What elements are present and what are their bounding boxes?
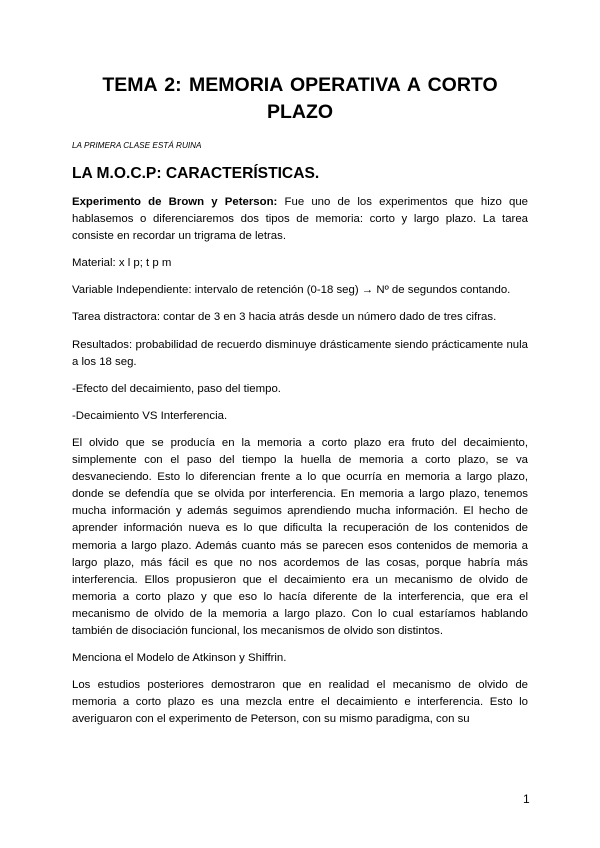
document-page	[72, 72, 528, 738]
paragraph-results: Resultados: probabilidad de recuerdo disminuye drásticamente siendo prácticamente nula a los 18 seg.	[72, 338, 528, 368]
paragraph-decay-effect: -Efecto del decaimiento, paso del tiempo.	[72, 382, 281, 395]
section-heading: LA M.O.C.P: CARACTERÍSTICAS.	[72, 165, 320, 182]
paragraph-later-studies: Los estudios posteriores demostraron que en realidad el mecanismo de olvido de memoria a corto plazo es una mezcla entre el decaimiento e interferencia. Esto lo averiguaron con el experimento de Peterson, con su mismo paradigma, con su	[72, 679, 528, 726]
page-number: 1	[523, 792, 530, 806]
paragraph-forgetting-explanation: El olvido que se producía en la memoria a corto plazo era fruto del decaimiento, simplemente con el paso del tiempo la huella de memoria a corto plazo, se va desvaneciendo. Esto lo diferencian frente a lo que ocurría en memoria a largo plazo, donde se defendía que se olvida por interferencia. En memoria a largo plazo, tenemos mucha información y además seguimos aprendiendo mucha información. El hecho de aprender información nueva es lo que dificulta la recuperación de los contenidos de memoria a largo plazo. Además cuanto más se parecen esos contenidos de memoria a largo plazo, más fácil es que no nos acordemos de las cosas, porque habría más interferencia. Ellos propusieron que el decaimiento era un mecanismo de olvido de memoria a corto plazo y que eso lo hacía diferente de la interferencia, que era el mecanismo de olvido de la memoria a largo plazo. Con lo cual estaríamos hablando también de disociación funcional, los mecanismos de olvido son distintos.	[72, 436, 528, 637]
paragraph-material: Material: x l p; t p m	[72, 257, 172, 270]
paragraph-decay-vs-interference: -Decaimiento VS Interferencia.	[72, 409, 228, 422]
paragraph-brown-peterson	[72, 194, 528, 245]
paragraph-independent-variable: Variable Independiente: intervalo de retención (0-18 seg) → Nº de segundos contando.	[72, 284, 511, 297]
paragraph-text: Fue uno de los experimentos que hizo que hablasemos o diferenciaremos dos tipos de memoria: corto y largo plazo. La tarea consiste en recordar un trigrama de letras.	[72, 196, 528, 243]
paragraph-lead: Experimento de Brown y Peterson:	[72, 196, 278, 208]
paragraph-distractor-task: Tarea distractora: contar de 3 en 3 hacia atrás desde un número dado de tres cifras.	[72, 311, 497, 324]
paragraph-atkinson-shiffrin: Menciona el Modelo de Atkinson y Shiffrin.	[72, 652, 287, 665]
document-title: TEMA 2: MEMORIA OPERATIVA A CORTO PLAZO	[102, 74, 498, 123]
class-note: LA PRIMERA CLASE ESTÁ RUINA	[72, 141, 202, 150]
